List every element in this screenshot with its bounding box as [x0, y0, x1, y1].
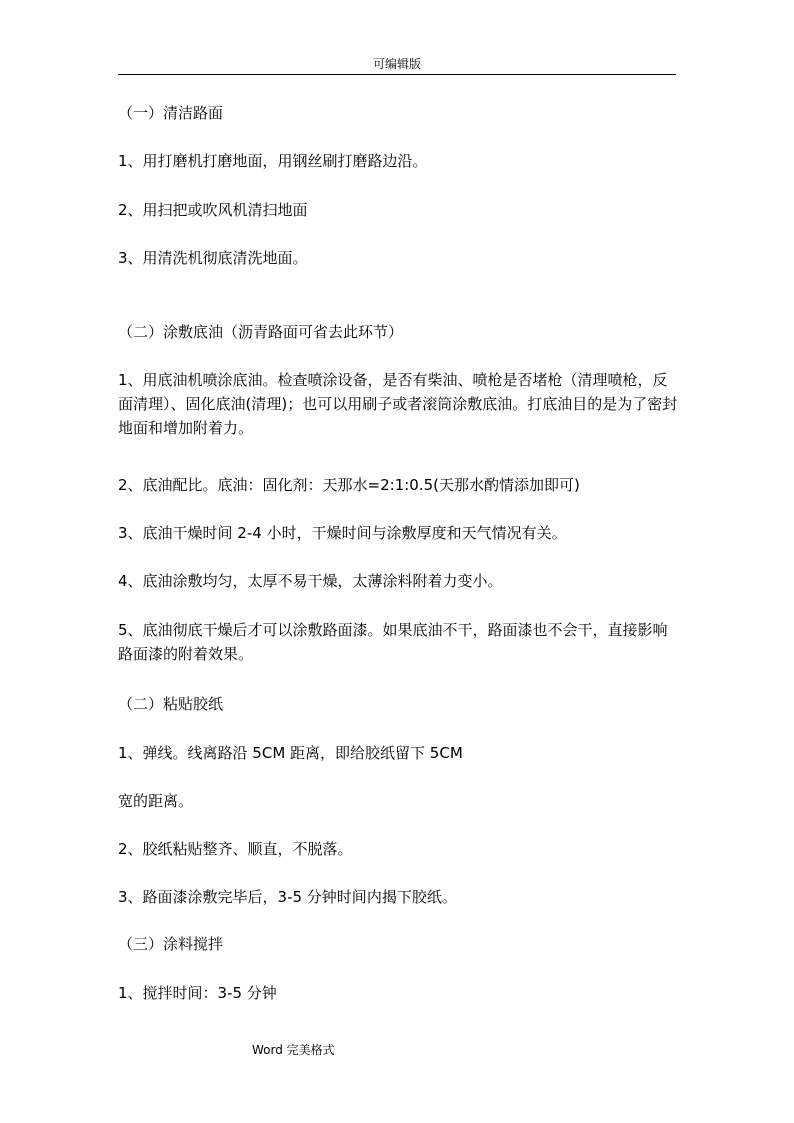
section-heading-cleaning: （一）清洁路面 [118, 104, 224, 122]
page-header: 可编辑版 [118, 56, 676, 75]
page-footer: Word 完美格式 [252, 1043, 335, 1057]
section-heading-tape: （二）粘贴胶纸 [118, 695, 224, 713]
paragraph: 3、底油干燥时间 2-4 小时，干燥时间与涂敷厚度和天气情况有关。 [118, 524, 567, 542]
paragraph: 2、底油配比。底油：固化剂：天那水=2:1:0.5(天那水酌情添加即可) [118, 476, 580, 494]
paragraph: 2、用扫把或吹风机清扫地面 [118, 201, 308, 219]
paragraph: 4、底油涂敷均匀，太厚不易干燥，太薄涂料附着力变小。 [118, 572, 503, 590]
paragraph: 1、用底油机喷涂底油。检查喷涂设备，是否有柴油、喷枪是否堵枪（清理喷枪，反面清理）、固化底油(清理)；也可以用刷子或者滚筒涂敷底油。打底油目的是为了密封地面和增加附着力。 [118, 371, 678, 437]
paragraph: 宽的距离。 [118, 792, 194, 810]
paragraph: 1、弹线。线离路沿 5CM 距离，即给胶纸留下 5CM [118, 744, 463, 762]
section-heading-primer: （二）涂敷底油（沥青路面可省去此环节） [118, 323, 404, 341]
paragraph: 3、路面漆涂敷完毕后，3-5 分钟时间内揭下胶纸。 [118, 888, 457, 906]
section-heading-mixing: （三）涂料搅拌 [118, 935, 224, 953]
paragraph: 1、用打磨机打磨地面，用钢丝刷打磨路边沿。 [118, 152, 428, 170]
paragraph: 1、搅拌时间：3-5 分钟 [118, 984, 277, 1002]
paragraph: 3、用清洗机彻底清洗地面。 [118, 249, 308, 267]
paragraph: 5、底油彻底干燥后才可以涂敷路面漆。如果底油不干，路面漆也不会干，直接影响路面漆的附着效果。 [118, 621, 668, 663]
paragraph: 2、胶纸粘贴整齐、顺直，不脱落。 [118, 840, 353, 858]
